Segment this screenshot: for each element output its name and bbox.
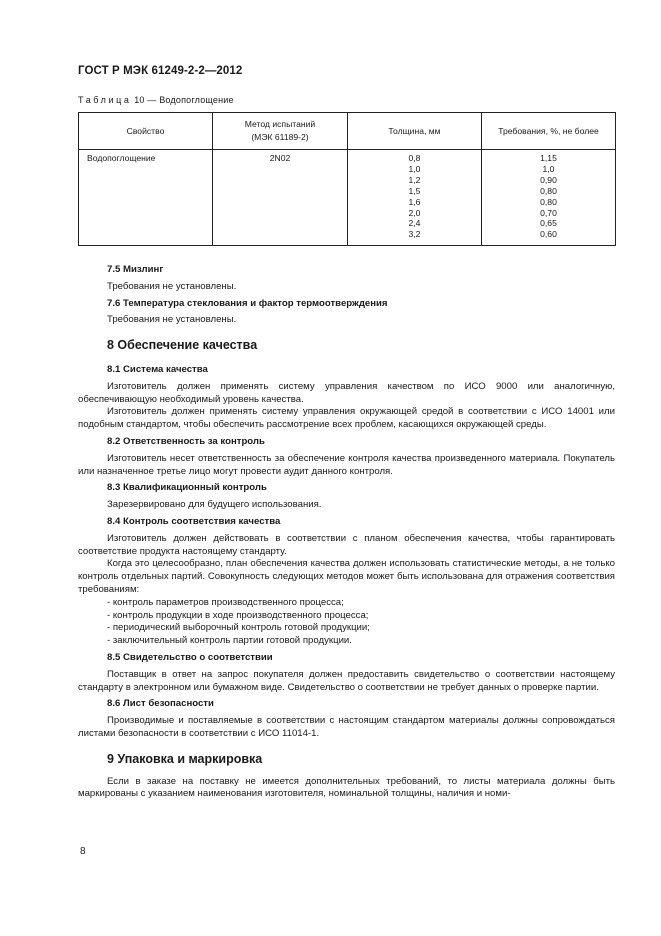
thickness-value: 0,8 (408, 153, 421, 163)
table-caption-label: Таблица (78, 95, 132, 105)
section-7-5-text: Требования не установлены. (107, 280, 237, 292)
header-requirements: Требования, %, не более (482, 113, 616, 150)
section-8-2-para-1: Изготовитель несет ответственность за обеспечение контроля качества произведенного материала. Покупатель или назначенное третье лицо могут провести аудит данного контроля. (78, 452, 615, 477)
requirement-values (482, 150, 615, 240)
section-8-4-heading: 8.4 Контроль соответствия качества (107, 515, 281, 527)
section-8-1-para-2: Изготовитель должен применять систему управления окружающей средой в соответствии с ИСО 14001 или подобным стандартом, чтобы обеспечить рассмотрение всех проблем, касающихся окружающей среды. (78, 406, 615, 431)
header-method (213, 113, 348, 150)
requirement-value: 0,90 (540, 174, 557, 185)
cell-property: Водопоглощение (79, 150, 213, 246)
header-method-line2: (МЭК 61189-2) (251, 132, 309, 142)
section-8-2-heading: 8.2 Ответственность за контроль (107, 435, 265, 447)
thickness-value: 2,4 (408, 218, 421, 229)
table-caption-title: 10 — Водопоглощение (131, 95, 234, 105)
section-8-1-para-1: Изготовитель должен применять систему управления качеством по ИСО 9000 или аналогичную, обеспечивающую необходимый уровень качества. (78, 380, 615, 405)
section-8-6-para-1: Производимые и поставляемые в соответствии с настоящим стандартом материалы должны сопровождаться листами безопасности в соответствии с ИСО 11014-1. (78, 715, 615, 739)
cell-thickness (348, 150, 482, 246)
section-8-1-heading: 8.1 Система качества (107, 363, 208, 375)
table-header-row (79, 113, 616, 150)
section-7-6-text: Требования не установлены. (107, 314, 237, 326)
header-thickness: Толщина, мм (348, 113, 482, 150)
section-8-5-heading: 8.5 Свидетельство о соответствии (107, 651, 273, 663)
requirement-value: 0,80 (540, 185, 557, 196)
cell-requirements (482, 150, 616, 246)
section-8-3-heading: 8.3 Квалификационный контроль (107, 482, 267, 494)
table-caption (78, 95, 234, 105)
header-property: Свойство (79, 113, 213, 150)
section-8-heading: 8 Обеспечение качества (107, 338, 258, 353)
cell-method: 2N02 (213, 150, 348, 246)
section-8-4-para-2: Когда это целесообразно, план обеспечения качества должен использовать статистические методы, а не только контроль отдельных партий. Совокупность следующих методов может быть использована для отражения соответствия требованиям: (78, 558, 615, 595)
requirement-value: 0,65 (540, 218, 557, 229)
water-absorption-table (78, 112, 616, 246)
thickness-value: 1,2 (408, 174, 421, 185)
header-method-line1: Метод испытаний (244, 119, 316, 129)
thickness-value: 1,0 (408, 163, 421, 174)
section-9-para-1: Если в заказе на поставку не имеется дополнительных требований, то листы материала должны быть маркированы с указанием наименования изготовителя, номинальной толщины, наличия и номи- (78, 775, 615, 800)
requirement-value: 1,15 (540, 153, 557, 163)
thickness-value: 1,6 (408, 196, 421, 207)
section-7-6-heading: 7.6 Температура стеклования и фактор термоотверждения (107, 297, 388, 309)
section-8-6-heading: 8.6 Лист безопасности (107, 698, 214, 710)
section-7-5-heading: 7.5 Мизлинг (107, 264, 164, 275)
section-9-heading: 9 Упаковка и маркировка (107, 751, 263, 766)
section-8-3-text: Зарезервировано для будущего использования. (107, 499, 322, 511)
document-header: ГОСТ Р МЭК 61249-2-2—2012 (78, 65, 243, 77)
section-8-4-para-1: Изготовитель должен действовать в соответствии с планом обеспечения качества, чтобы гарантировать соответствие продукта настоящему стандарту. (78, 532, 615, 557)
thickness-value: 3,2 (408, 229, 421, 240)
requirement-value: 0,60 (540, 229, 557, 240)
section-8-5-para-1: Поставщик в ответ на запрос покупателя должен предоставить свидетельство о соответствии настоящему стандарту в электронном или бумажном виде. Свидетельство о соответствии не требует данных о проверке партии. (78, 668, 615, 693)
list-item: - периодический выборочный контроль готовой продукции; (107, 622, 370, 634)
requirement-value: 0,80 (540, 196, 557, 207)
list-item: - контроль параметров производственного процесса; (107, 596, 344, 608)
thickness-values (348, 150, 481, 240)
list-item: - заключительный контроль партии готовой продукции. (107, 635, 352, 647)
thickness-value: 1,5 (408, 185, 421, 196)
document-body (78, 264, 615, 801)
page-number: 8 (80, 846, 86, 857)
requirement-value: 0,70 (540, 207, 557, 218)
list-item: - контроль продукции в ходе производственного процесса; (107, 609, 369, 621)
thickness-value: 2,0 (408, 207, 421, 218)
table-row (79, 150, 616, 246)
requirement-value: 1,0 (542, 163, 555, 174)
